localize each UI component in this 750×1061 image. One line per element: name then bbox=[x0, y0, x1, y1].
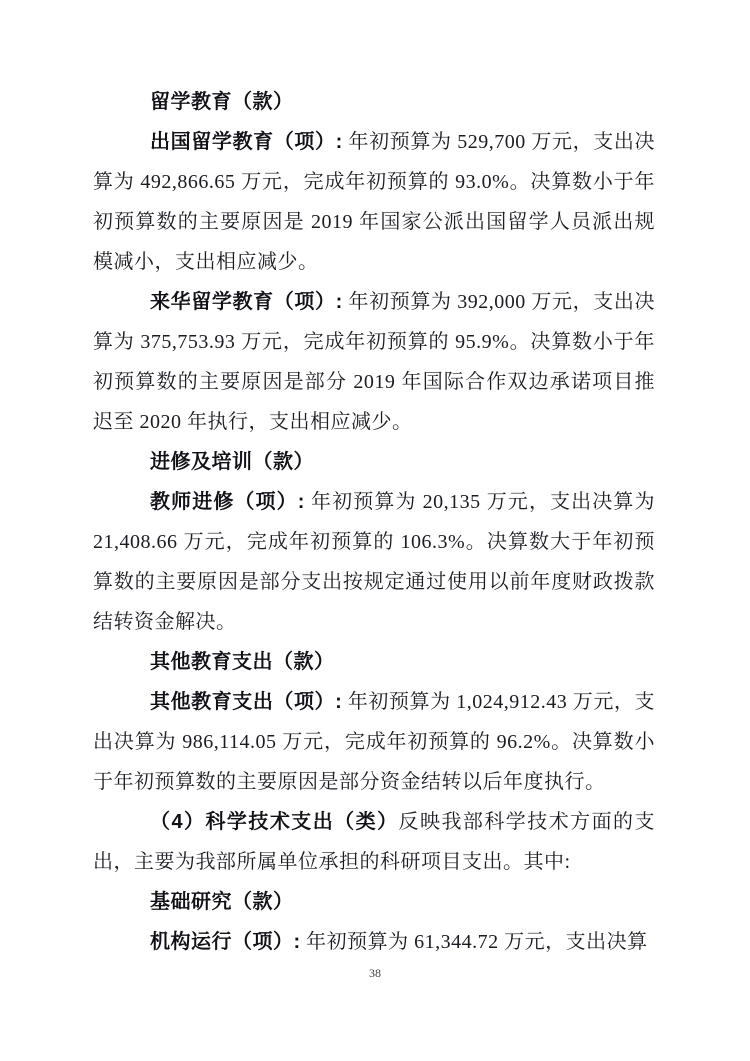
item-label: 其他教育支出（项）: bbox=[150, 691, 343, 713]
paragraph bbox=[93, 922, 655, 962]
paragraph-text: 年初预算为 61,344.72 万元，支出决算 bbox=[300, 931, 648, 953]
item-label: 机构运行（项）: bbox=[150, 931, 301, 953]
paragraph bbox=[93, 482, 655, 642]
paragraph bbox=[93, 802, 655, 882]
paragraph bbox=[93, 682, 655, 802]
section-heading bbox=[93, 642, 655, 682]
heading-text: 其他教育支出（款） bbox=[150, 651, 335, 673]
section-heading bbox=[93, 82, 655, 122]
paragraph bbox=[93, 122, 655, 282]
paragraph-text: 年初预算为 20,135 万元，支出决算为 21,408.66 万元，完成年初预算的 106.3%。决算数大于年初预算数的主要原因是部分支出按规定通过使用以前年度财政拨款结转资金解决。 bbox=[93, 491, 655, 633]
section-heading bbox=[93, 442, 655, 482]
section-heading bbox=[93, 882, 655, 922]
document-body bbox=[93, 82, 655, 962]
paragraph-text: 年初预算为 392,000 万元，支出决算为 375,753.93 万元，完成年初预算的 95.9%。决算数小于年初预算数的主要原因是部分 2019 年国际合作双边承诺项目推迟至 2020 年执行，支出相应减少。 bbox=[93, 291, 655, 433]
paragraph-text: 年初预算为 529,700 万元，支出决算为 492,866.65 万元，完成年初预算的 93.0%。决算数小于年初预算数的主要原因是 2019 年国家公派出国留学人员派出规模减小，支出相应减少。 bbox=[93, 131, 655, 273]
paragraph-text: 年初预算为 1,024,912.43 万元，支出决算为 986,114.05 万元，完成年初预算的 96.2%。决算数小于年初预算数的主要原因是部分资金结转以后年度执行。 bbox=[93, 691, 655, 793]
heading-text: 基础研究（款） bbox=[150, 891, 294, 913]
item-label: 教师进修（项）: bbox=[150, 491, 305, 513]
paragraph bbox=[93, 282, 655, 442]
page-number: 38 bbox=[369, 966, 381, 980]
item-label: （4）科学技术支出（类） bbox=[150, 811, 399, 833]
item-label: 来华留学教育（项）: bbox=[150, 291, 343, 313]
heading-text: 留学教育（款） bbox=[150, 91, 294, 113]
item-label: 出国留学教育（项）: bbox=[150, 131, 343, 153]
paragraph-text: 反映我部科学技术方面的支出，主要为我部所属单位承担的科研项目支出。其中: bbox=[93, 811, 656, 873]
heading-text: 进修及培训（款） bbox=[150, 451, 314, 473]
